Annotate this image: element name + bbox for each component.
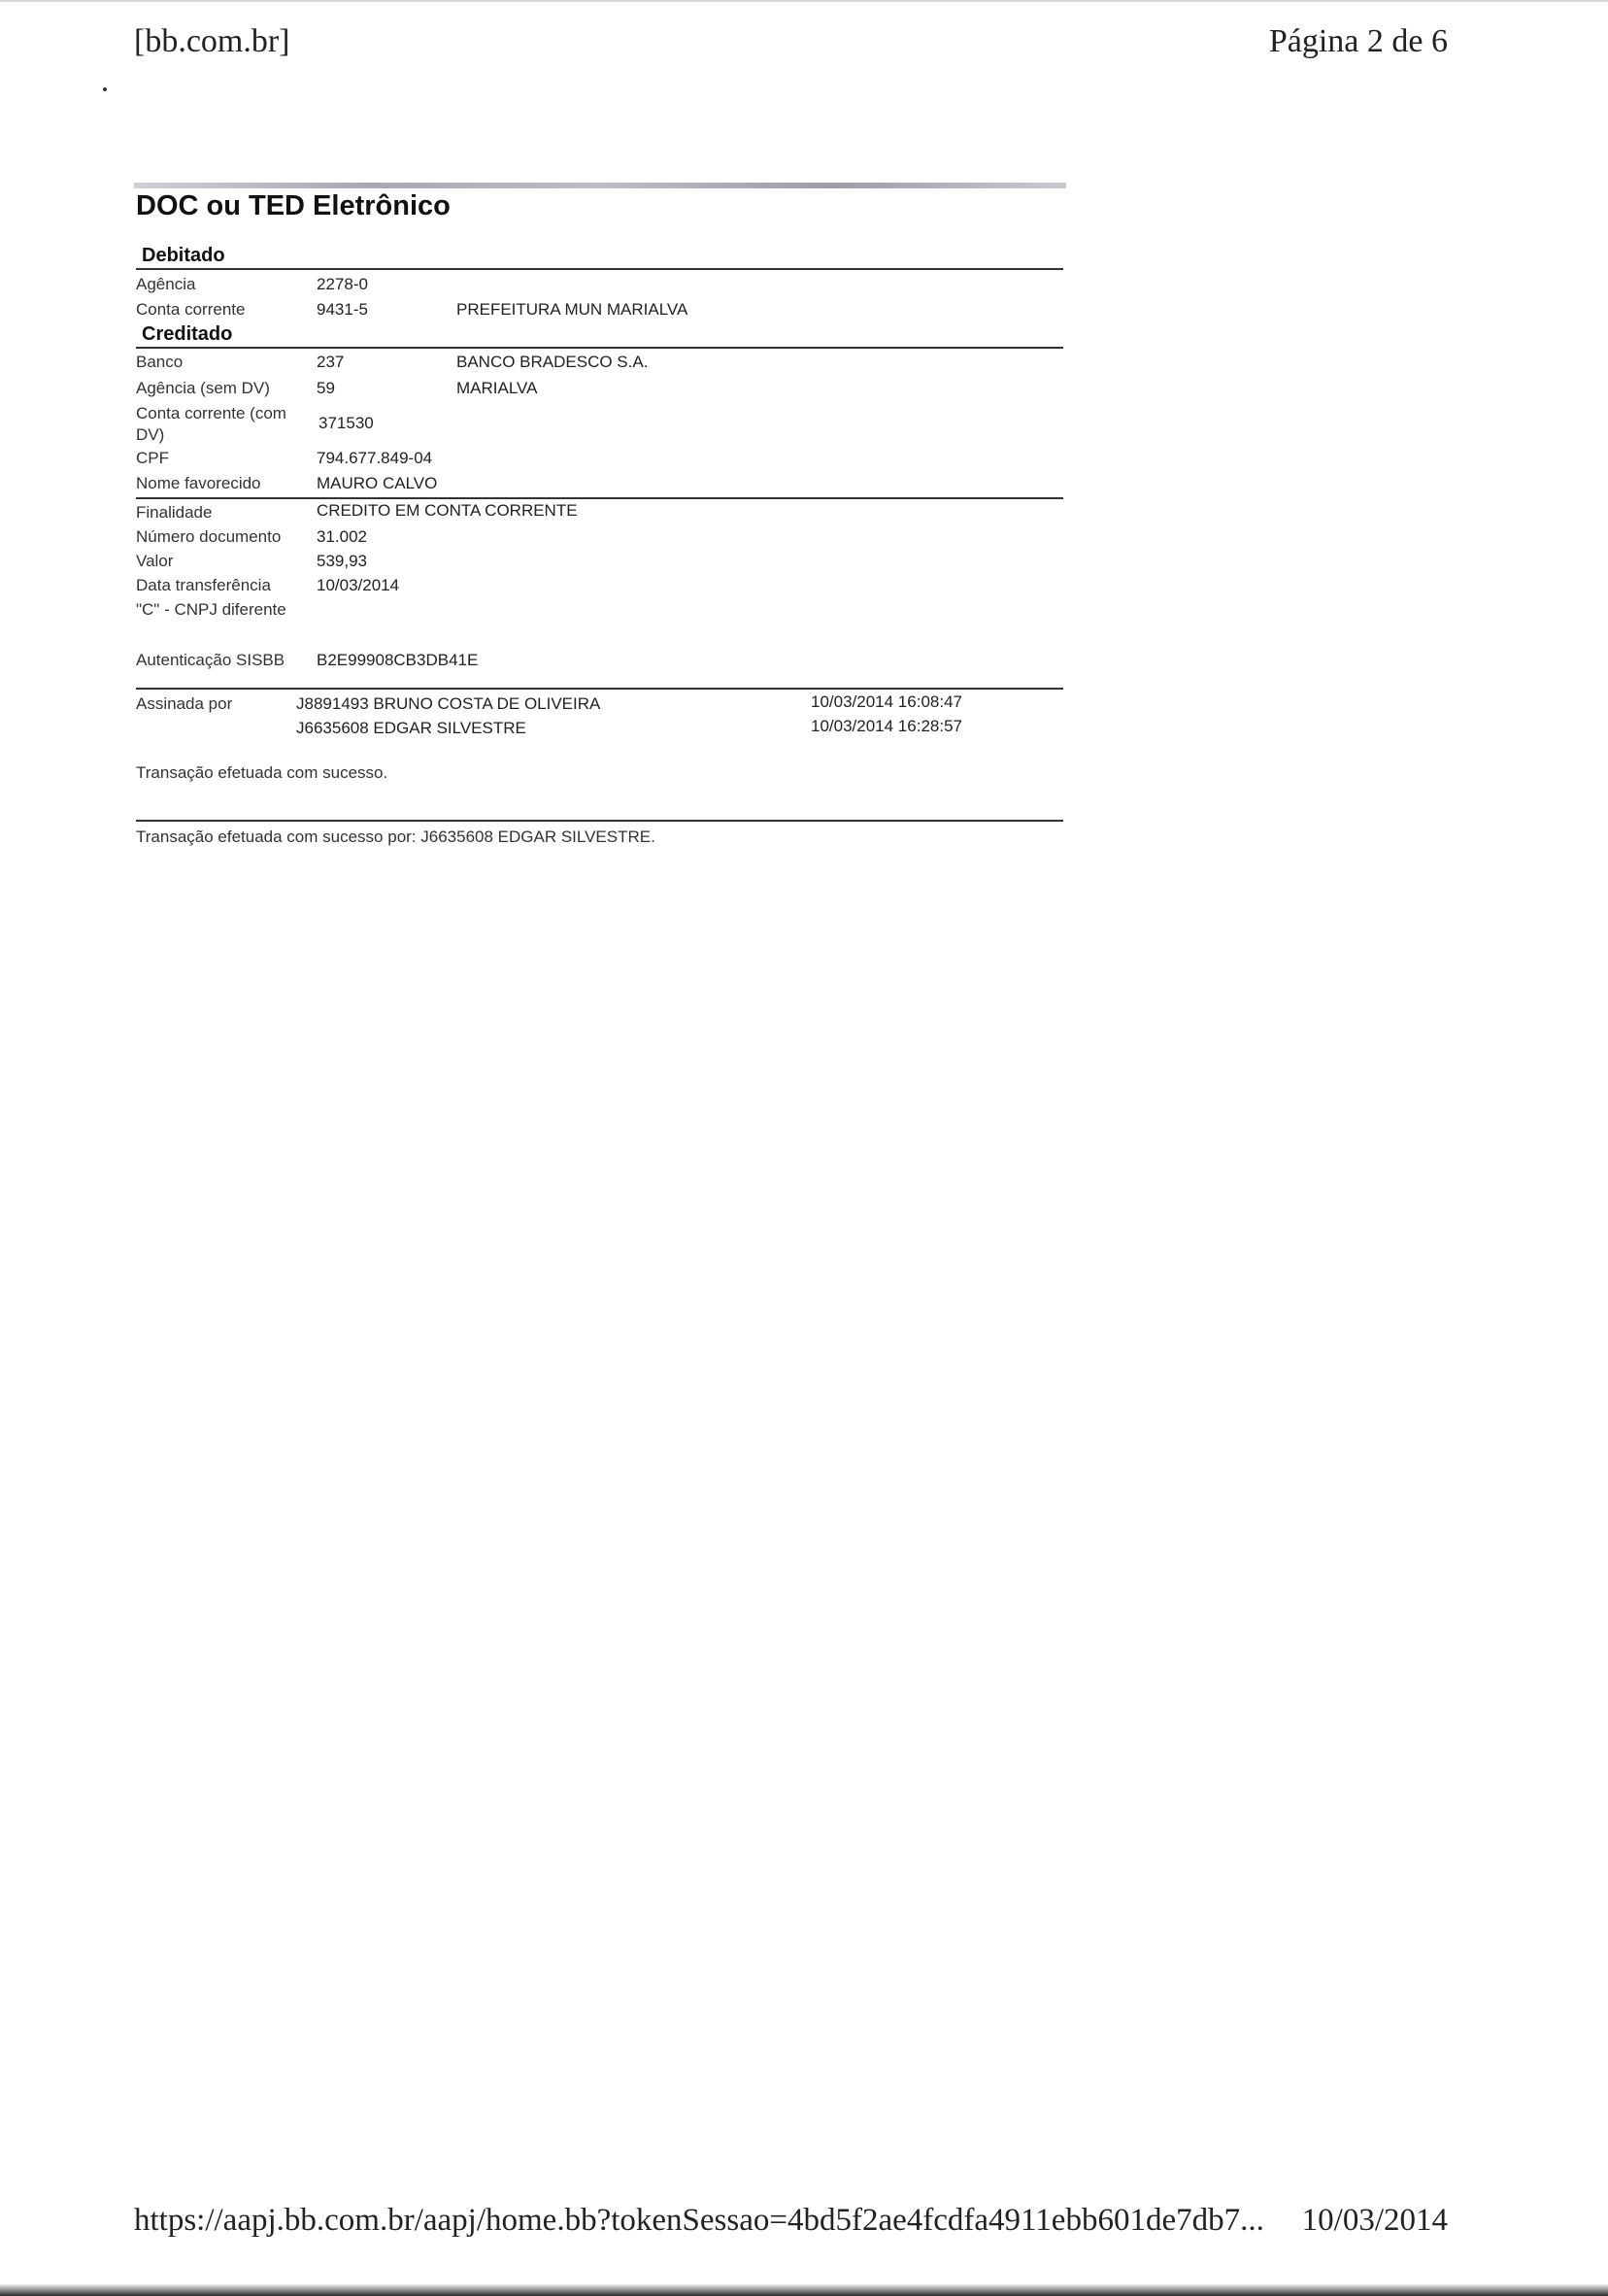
creditado-agencia-value: 59 bbox=[317, 379, 335, 397]
autenticacao-label: Autenticação SISBB bbox=[136, 651, 285, 669]
status-message: Transação efetuada com sucesso. bbox=[136, 763, 388, 782]
details-rule bbox=[136, 497, 1063, 499]
cnpj-diferente-label: "C" - CNPJ diferente bbox=[136, 600, 286, 619]
assinatura-1-data: 10/03/2014 16:08:47 bbox=[811, 692, 962, 711]
section-debitado-rule bbox=[136, 268, 1063, 270]
creditado-agencia-nome: MARIALVA bbox=[456, 379, 538, 397]
valor-label: Valor bbox=[136, 552, 174, 570]
assinatura-2-data: 10/03/2014 16:28:57 bbox=[811, 717, 962, 735]
debitado-agencia-label: Agência bbox=[136, 275, 196, 293]
section-debitado-heading: Debitado bbox=[142, 245, 225, 266]
print-footer-url: https://aapj.bb.com.br/aapj/home.bb?tokenSessao=4bd5f2ae4fcdfa4911ebb601de7db7... bbox=[134, 2203, 1264, 2238]
data-transferencia-label: Data transferência bbox=[136, 576, 271, 594]
autenticacao-value: B2E99908CB3DB41E bbox=[317, 651, 479, 669]
creditado-agencia-label: Agência (sem DV) bbox=[136, 379, 270, 397]
print-header-page-number: Página 2 de 6 bbox=[1268, 23, 1448, 59]
creditado-banco-nome: BANCO BRADESCO S.A. bbox=[456, 353, 649, 371]
assinada-por-label: Assinada por bbox=[136, 694, 233, 713]
creditado-cpf-label: CPF bbox=[136, 449, 169, 467]
creditado-banco-label: Banco bbox=[136, 353, 184, 371]
receipt-top-bar bbox=[134, 183, 1066, 188]
scan-bottom-edge bbox=[0, 2284, 1608, 2296]
assinatura-1-nome: J8891493 BRUNO COSTA DE OLIVEIRA bbox=[296, 694, 601, 713]
numero-documento-value: 31.002 bbox=[317, 527, 367, 546]
print-footer-date: 10/03/2014 bbox=[1301, 2203, 1448, 2238]
debitado-conta-value: 9431-5 bbox=[317, 300, 368, 319]
page-edge bbox=[0, 0, 1608, 2]
debitado-agencia-value: 2278-0 bbox=[317, 275, 368, 293]
scan-specks bbox=[97, 68, 155, 100]
finalidade-label: Finalidade bbox=[136, 503, 213, 522]
scan-speck-marks bbox=[97, 68, 155, 97]
creditado-nome-value: MAURO CALVO bbox=[317, 474, 438, 492]
creditado-conta-value: 371530 bbox=[318, 414, 374, 432]
debitado-conta-label: Conta corrente bbox=[136, 300, 246, 319]
print-header-site: [bb.com.br] bbox=[134, 23, 290, 59]
section-creditado-heading: Creditado bbox=[142, 323, 233, 345]
status-final-message: Transação efetuada com sucesso por: J6635608 EDGAR SILVESTRE. bbox=[136, 827, 655, 846]
status-final-rule bbox=[136, 820, 1063, 822]
finalidade-value: CREDITO EM CONTA CORRENTE bbox=[317, 501, 578, 520]
creditado-conta-label-line2: DV) bbox=[136, 425, 165, 444]
debitado-titular: PREFEITURA MUN MARIALVA bbox=[456, 300, 688, 319]
data-transferencia-value: 10/03/2014 bbox=[317, 576, 400, 594]
creditado-banco-value: 237 bbox=[317, 353, 345, 371]
valor-value: 539,93 bbox=[317, 552, 367, 570]
section-creditado-rule bbox=[136, 347, 1063, 349]
creditado-cpf-value: 794.677.849-04 bbox=[317, 449, 433, 467]
creditado-conta-label-line1: Conta corrente (com bbox=[136, 404, 286, 422]
receipt-title: DOC ou TED Eletrônico bbox=[136, 190, 451, 221]
creditado-nome-label: Nome favorecido bbox=[136, 474, 261, 492]
assinatura-2-nome: J6635608 EDGAR SILVESTRE bbox=[296, 719, 526, 737]
assinaturas-rule bbox=[136, 688, 1063, 690]
numero-documento-label: Número documento bbox=[136, 527, 282, 546]
